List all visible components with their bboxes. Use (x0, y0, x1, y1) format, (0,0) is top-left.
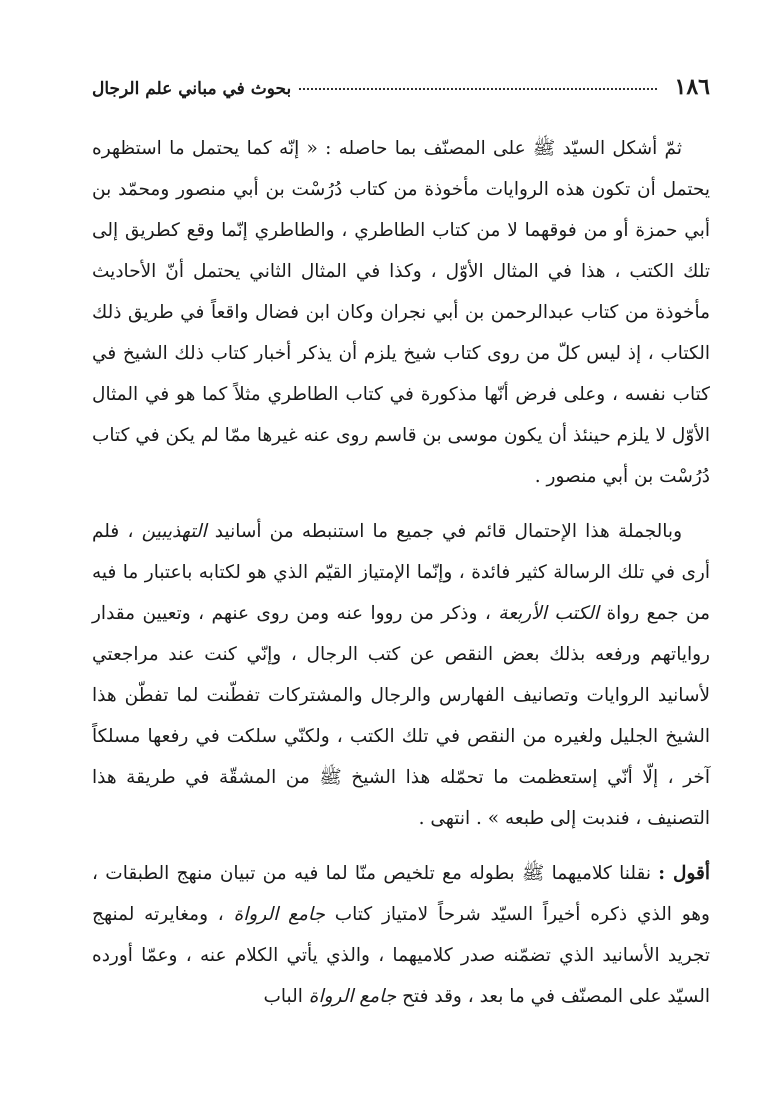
book-title-four-books: الكتب الأربعة (498, 603, 600, 624)
paragraph-2-text-b: ، فلم أرى في تلك الرسالة كثير فائدة ، وإنّما الإمتياز القيّم الذي هو لكتابه باعتبار ما فيه من جمع رواة (92, 521, 710, 624)
book-title-jami-al-ruwat: جامع الرواة (233, 904, 325, 925)
paragraph-3-lead: أقول : (658, 863, 710, 884)
paragraph-3 (92, 853, 710, 1017)
page-header (92, 74, 710, 108)
book-page (92, 74, 710, 1031)
paragraph-3-text-b: ، ومغايرته لمنهج تجريد الأسانيد الذي تضمّنه صدر كلاميهما ، والذي يأتي الكلام عنه ، وعمّا أورده السيّد على المصنّف في ما بعد ، وقد فتح (92, 904, 710, 1007)
header-dot-leader (299, 88, 656, 90)
paragraph-3-text-c: الباب (263, 986, 309, 1007)
paragraph-3-text-a: نقلنا كلاميهما ﷺ بطوله مع تلخيص منّا لما فيه من تبيان منهج الطبقات ، وهو الذي ذكره أخيراً السيّد شرحاً لامتياز كتاب (92, 863, 710, 925)
paragraph-2-text-a: وبالجملة هذا الإحتمال قائم في جميع ما استنبطه من أسانيد (206, 521, 683, 542)
paragraph-1-text: ثمّ أشكل السيّد ﷺ على المصنّف بما حاصله : « إنّه كما يحتمل ما استظهره يحتمل أن تكون هذه الروايات مأخوذة من كتاب دُرُسْت بن أبي منصور ومحمّد بن أبي حمزة أو من فوقهما لا من كتاب الطاطري ، والطاطري إنّما وقع كطريق إلى تلك الكتب ، هذا في المثال الأوّل ، وكذا في المثال الثاني يحتمل أنّ الأحاديث مأخوذة من كتاب عبدالرحمن بن أبي نجران وكان ابن فضال واقعاً في طريق ذلك الكتاب ، إذ ليس كلّ من روى كتاب شيخ يلزم أن يذكر أخبار كتاب ذلك الشيخ في كتاب نفسه ، وعلى فرض أنّها مذكورة في كتاب الطاطري مثلاً كما هو في المثال الأوّل لا يلزم حينئذ أن يكون موسى بن قاسم روى عنه غيرها ممّا لم يكن في كتاب دُرُسْت بن أبي منصور . (92, 138, 710, 487)
paragraph-2 (92, 511, 710, 839)
paragraph-1 (92, 128, 710, 497)
book-title-jami-al-ruwat-2: جامع الرواة (308, 986, 397, 1007)
body-text (92, 128, 710, 1017)
page-number: ١٨٦ (674, 74, 710, 100)
paragraph-2-text-c: ، وذكر من رووا عنه ومن روى عنهم ، وتعيين مقدار رواياتهم ورفعه بذلك بعض النقص عن كتب الرجال ، وإنّي كنت عند مراجعتي لأسانيد الروايات وتصانيف الفهارس والرجال والمشتركات تفطّنت لما تفطّن هذا الشيخ الجليل ولغيره من النقص في تلك الكتب ، ولكنّي سلكت في رفعها مسلكاً آخر ، إلّا أنّي إستعظمت ما تحمّله هذا الشيخ ﷺ من المشقّة في طريقة هذا التصنيف ، فندبت إلى طبعه » . انتهى . (92, 603, 710, 829)
book-title-tahdhibayn: التهذيبين (141, 521, 207, 542)
running-title: بحوث في مباني علم الرجال (92, 79, 292, 99)
